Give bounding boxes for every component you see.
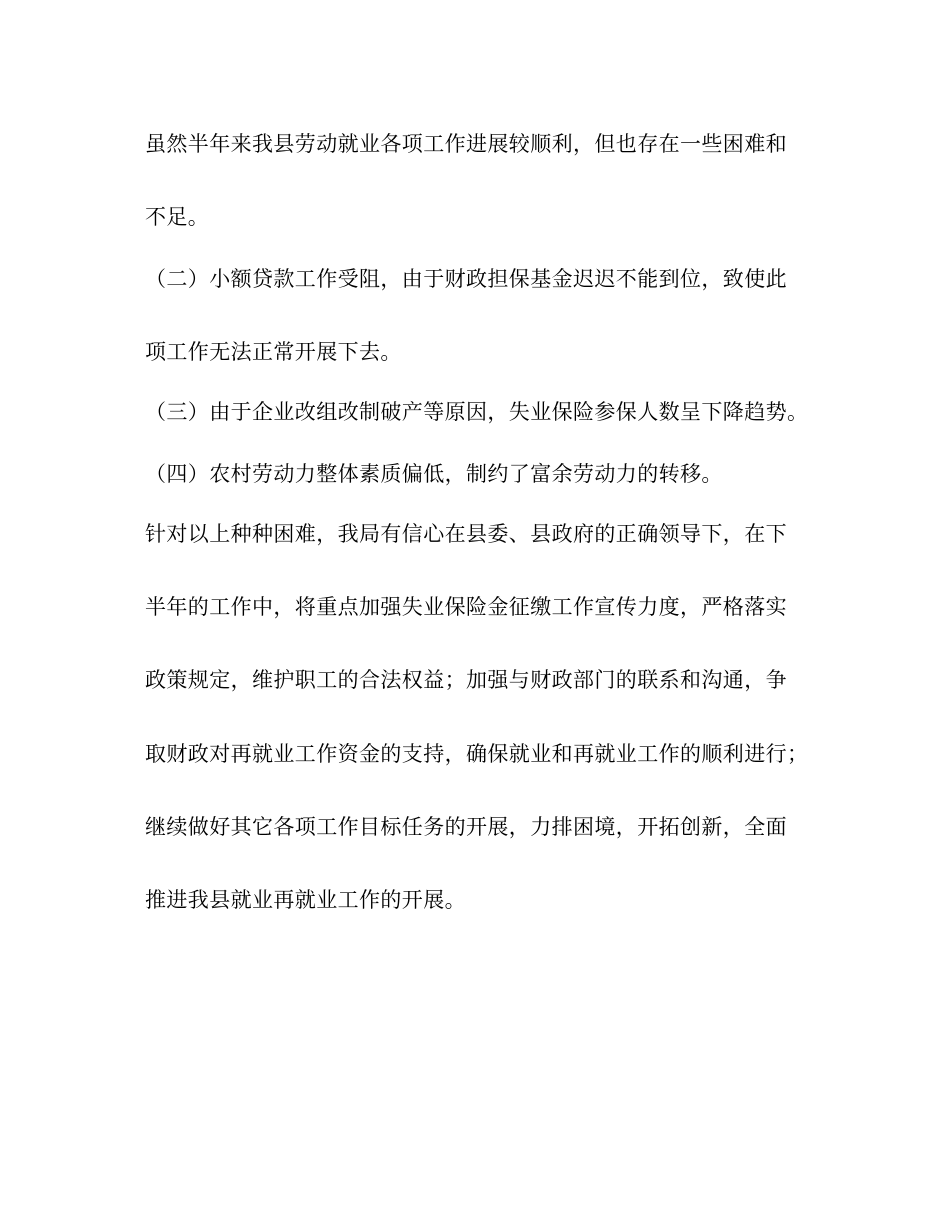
item-2-line-2: 项工作无法正常开展下去。 — [145, 340, 402, 364]
paragraph-2-line-6: 推进我县就业再就业工作的开展。 — [145, 888, 466, 912]
paragraph-2-line-4: 取财政对再就业工作资金的支持，确保就业和再就业工作的顺利进行； — [145, 742, 809, 766]
paragraph-2-line-3: 政策规定，维护职工的合法权益；加强与财政部门的联系和沟通，争 — [145, 668, 787, 692]
item-4-line-1: （四）农村劳动力整体素质偏低，制约了富余劳动力的转移。 — [145, 462, 723, 486]
paragraph-1-line-2: 不足。 — [145, 205, 210, 229]
item-2-line-1: （二）小额贷款工作受阻，由于财政担保基金迟迟不能到位，致使此 — [145, 267, 787, 291]
paragraph-2-line-1: 针对以上种种困难，我局有信心在县委、县政府的正确领导下，在下 — [145, 522, 787, 546]
item-3-line-1: （三）由于企业改组改制破产等原因，失业保险参保人数呈下降趋势。 — [145, 400, 809, 424]
paragraph-2-line-5: 继续做好其它各项工作目标任务的开展，力排困境，开拓创新，全面 — [145, 815, 787, 839]
paragraph-2-line-2: 半年的工作中，将重点加强失业保险金征缴工作宣传力度，严格落实 — [145, 595, 787, 619]
paragraph-1-line-1: 虽然半年来我县劳动就业各项工作进展较顺利，但也存在一些困难和 — [145, 132, 787, 156]
